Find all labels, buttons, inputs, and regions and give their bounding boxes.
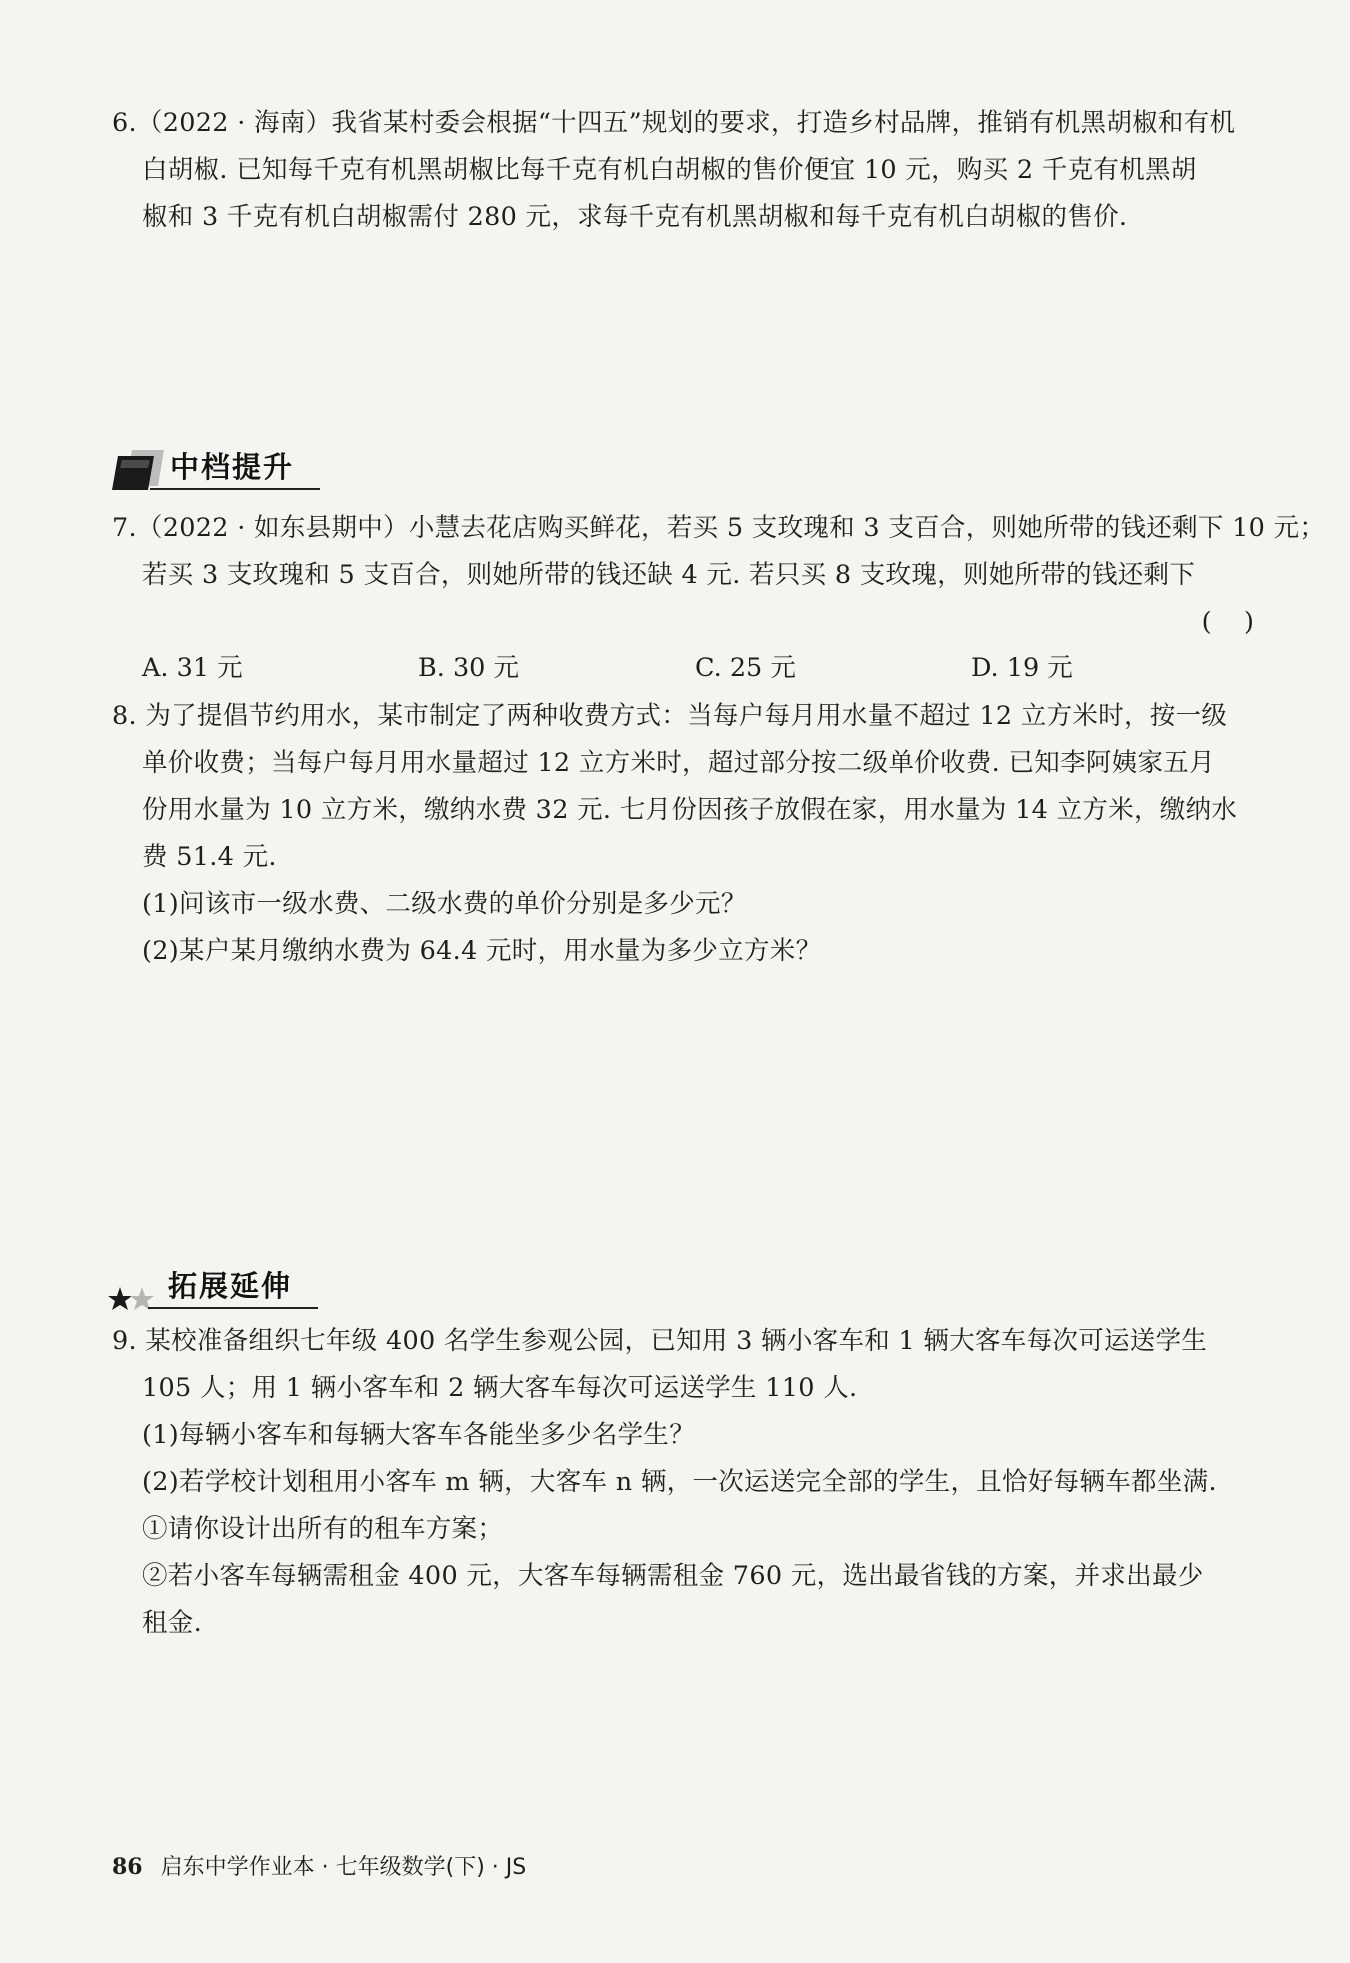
question-9-part-2-cont: 租金.	[142, 1608, 203, 1638]
section-underline	[148, 1307, 318, 1309]
section-title: 拓展延伸	[168, 1269, 293, 1303]
stars-icon	[108, 1265, 164, 1311]
question-9-subquestion-2: (2)若学校计划租用小客车 m 辆，大客车 n 辆，一次运送完全部的学生，且恰好每辆车都坐满.	[142, 1467, 1217, 1497]
question-9-subquestion-1: (1)每辆小客车和每辆大客车各能坐多少名学生？	[142, 1420, 696, 1450]
question-8-subquestion-2: (2)某户某月缴纳水费为 64.4 元时，用水量为多少立方米？	[142, 936, 822, 966]
question-9-part-1: ①请你设计出所有的租车方案；	[142, 1514, 504, 1544]
book-title: 启东中学作业本 · 七年级数学(下) · JS	[160, 1855, 527, 1880]
page-footer	[112, 1851, 526, 1884]
question-7-line-2: 若买 3 支玫瑰和 5 支百合，则她所带的钱还缺 4 元. 若只买 8 支玫瑰，则她所带的钱还剩下	[142, 560, 1196, 590]
question-6-line-1: 6.（2022 · 海南）我省某村委会根据“十四五”规划的要求，打造乡村品牌，推销有机黑胡椒和有机	[112, 108, 1236, 138]
question-7-line-1: 7.（2022 · 如东县期中）小慧去花店购买鲜花，若买 5 支玫瑰和 3 支百合，则她所带的钱还剩下 10 元；	[112, 513, 1326, 543]
question-7	[112, 505, 1326, 599]
page-number: 86	[112, 1854, 143, 1880]
question-6	[112, 100, 1262, 241]
option-c: C. 25 元	[695, 653, 796, 683]
answer-bracket: ( )	[1201, 607, 1254, 637]
question-6-line-3: 椒和 3 千克有机白胡椒需付 280 元，求每千克有机黑胡椒和每千克有机白胡椒的售价.	[142, 202, 1128, 232]
section-title: 中档提升	[170, 450, 295, 484]
question-8-line-2: 单价收费；当每户每月用水量超过 12 立方米时，超过部分按二级单价收费. 已知李阿姨家五月	[142, 748, 1215, 778]
section-underline	[150, 488, 320, 490]
question-8-line-1: 8. 为了提倡节约用水，某市制定了两种收费方式：当每户每月用水量不超过 12 立方米时，按一级	[112, 701, 1228, 731]
question-9-line-2: 105 人；用 1 辆小客车和 2 辆大客车每次可运送学生 110 人.	[142, 1373, 858, 1403]
option-b: B. 30 元	[418, 653, 520, 683]
question-6-line-2: 白胡椒. 已知每千克有机黑胡椒比每千克有机白胡椒的售价便宜 10 元，购买 2 千克有机黑胡	[142, 155, 1197, 185]
question-7-options	[142, 645, 1242, 692]
question-9-line-1: 9. 某校准备组织七年级 400 名学生参观公园，已知用 3 辆小客车和 1 辆大客车每次可运送学生	[112, 1326, 1208, 1356]
question-8-line-3: 份用水量为 10 立方米，缴纳水费 32 元. 七月份因孩子放假在家，用水量为 14 立方米，缴纳水	[142, 795, 1238, 825]
question-8	[112, 693, 1262, 975]
section-heading-extension	[108, 1265, 318, 1311]
section-badge-icon	[110, 446, 166, 492]
option-a: A. 31 元	[142, 653, 243, 683]
question-8-line-4: 费 51.4 元.	[142, 842, 277, 872]
question-9	[112, 1318, 1262, 1647]
question-8-subquestion-1: (1)问该市一级水费、二级水费的单价分别是多少元？	[142, 889, 747, 919]
option-d: D. 19 元	[971, 653, 1073, 683]
section-heading-mid-level	[110, 446, 320, 492]
question-9-part-2: ②若小客车每辆需租金 400 元，大客车每辆需租金 760 元，选出最省钱的方案，并求出最少	[142, 1561, 1204, 1591]
